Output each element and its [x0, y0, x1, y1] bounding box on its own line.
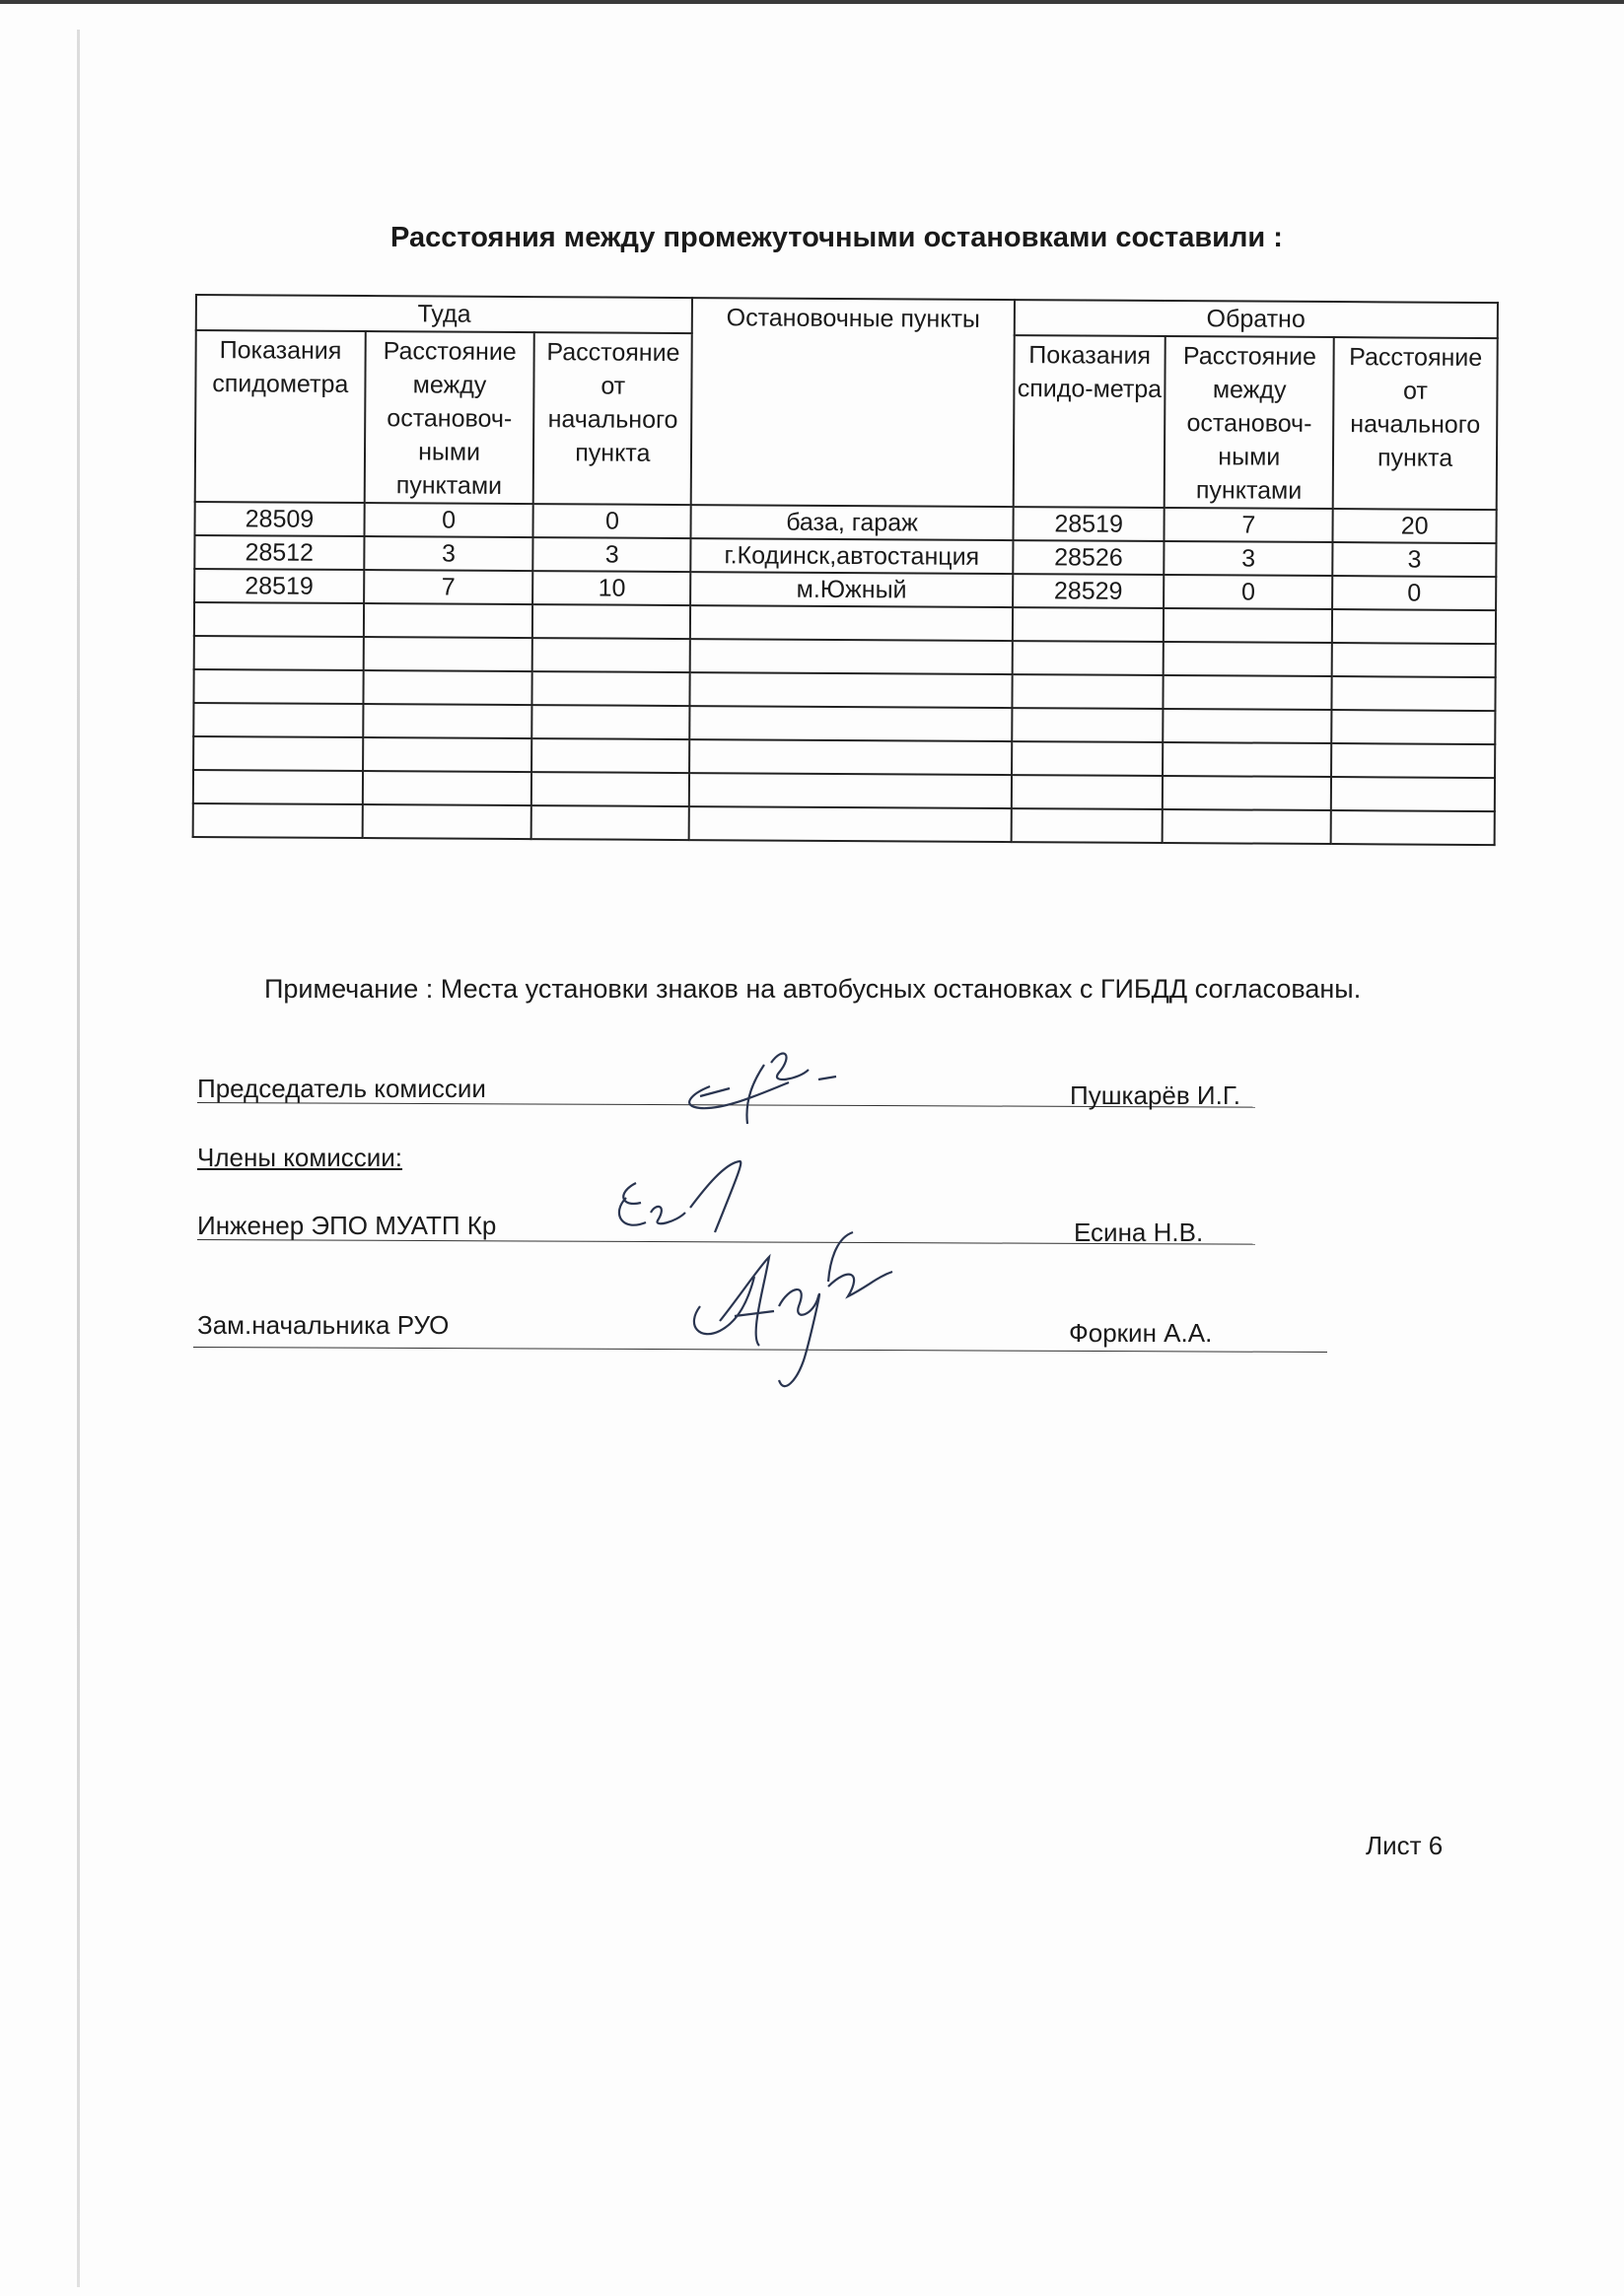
cell-between-forward — [363, 670, 532, 705]
cell-odometer-back — [1012, 708, 1164, 742]
cell-stop-name — [689, 806, 1012, 842]
cell-between-back — [1163, 809, 1331, 844]
chairman-name: Пушкарёв И.Г. — [1070, 1080, 1240, 1110]
deputy-signature — [680, 1227, 927, 1405]
cell-from-start-back — [1332, 643, 1496, 677]
cell-between-back — [1164, 608, 1332, 643]
header-back-odometer: Показания спидо-метра — [1013, 335, 1165, 508]
cell-odometer-forward: 28509 — [195, 502, 365, 536]
header-forward-from-start: Расстояние от начального пункта — [533, 332, 692, 505]
cell-stop-name — [689, 706, 1012, 741]
header-back-from-start: Расстояние от начального пункта — [1333, 337, 1498, 510]
cell-odometer-back: 28526 — [1013, 540, 1165, 575]
cell-between-forward — [363, 771, 532, 805]
cell-from-start-back: 20 — [1333, 509, 1497, 543]
cell-from-start-back: 3 — [1332, 542, 1496, 577]
cell-odometer-forward: 28519 — [194, 569, 364, 603]
cell-between-forward — [363, 704, 532, 738]
cell-odometer-forward — [193, 669, 363, 704]
cell-stop-name — [690, 639, 1013, 674]
distance-table — [192, 294, 1499, 846]
cell-odometer-forward — [193, 703, 363, 737]
cell-odometer-back — [1012, 641, 1164, 675]
chairman-signature — [671, 1025, 878, 1134]
cell-odometer-back — [1011, 775, 1163, 809]
cell-from-start-back — [1331, 777, 1495, 811]
cell-between-forward: 7 — [364, 570, 533, 604]
header-back-between: Расстояние между остановоч-ными пунктами — [1165, 336, 1334, 509]
cell-from-start-forward: 3 — [533, 537, 691, 572]
cell-between-back — [1164, 675, 1332, 710]
cell-between-back — [1163, 776, 1331, 810]
deputy-name: Форкин А.А. — [1069, 1318, 1213, 1348]
cell-from-start-back — [1332, 609, 1496, 644]
cell-between-forward: 0 — [364, 503, 533, 537]
header-forward-between: Расстояние между остановоч-ными пунктами — [364, 331, 534, 504]
scan-left-edge — [77, 30, 80, 2287]
cell-between-forward — [362, 804, 531, 839]
deputy-label: Зам.начальника РУО — [197, 1310, 450, 1340]
cell-stop-name — [690, 605, 1013, 641]
cell-from-start-back — [1331, 743, 1495, 778]
page-number: Лист 6 — [1366, 1831, 1444, 1860]
cell-between-forward: 3 — [364, 536, 533, 571]
cell-odometer-forward — [194, 602, 364, 637]
engineer-name: Есина Н.В. — [1074, 1218, 1204, 1247]
members-label: Члены комиссии: — [197, 1143, 403, 1172]
table-row — [193, 803, 1495, 845]
cell-from-start-forward — [532, 638, 690, 672]
cell-between-back — [1163, 742, 1331, 777]
cell-between-back: 7 — [1165, 508, 1333, 542]
cell-odometer-back — [1012, 741, 1164, 776]
cell-from-start-back: 0 — [1332, 576, 1496, 610]
cell-odometer-forward — [193, 736, 363, 771]
cell-between-back: 3 — [1165, 541, 1333, 576]
cell-from-start-forward: 0 — [533, 504, 691, 538]
cell-between-forward — [363, 737, 532, 772]
cell-odometer-forward — [194, 636, 364, 670]
cell-odometer-forward — [193, 770, 363, 804]
cell-from-start-forward — [531, 805, 689, 840]
page-title: Расстояния между промежуточными остановками составили : — [390, 222, 1283, 253]
cell-between-forward — [364, 603, 533, 638]
cell-between-back — [1164, 642, 1332, 676]
header-back: Обратно — [1014, 300, 1498, 338]
cell-odometer-back: 28529 — [1013, 574, 1165, 608]
table-body — [193, 502, 1497, 845]
cell-odometer-forward: 28512 — [194, 535, 364, 570]
cell-from-start-forward: 10 — [533, 571, 691, 605]
cell-stop-name: г.Кодинск,автостанция — [691, 538, 1014, 574]
header-stops: Остановочные пункты — [691, 298, 1015, 507]
header-forward-odometer: Показания спидометра — [195, 330, 366, 503]
chairman-label: Председатель комиссии — [197, 1074, 486, 1103]
cell-from-start-forward — [532, 604, 690, 639]
cell-from-start-forward — [531, 738, 689, 773]
cell-stop-name — [689, 739, 1012, 775]
engineer-label: Инженер ЭПО МУАТП Кр — [197, 1211, 497, 1240]
cell-from-start-back — [1332, 676, 1496, 711]
cell-between-back — [1164, 709, 1332, 743]
cell-odometer-back — [1013, 607, 1165, 642]
cell-stop-name: база, гараж — [691, 505, 1014, 540]
header-forward: Туда — [196, 295, 692, 333]
cell-from-start-back — [1331, 810, 1495, 845]
note-text: Примечание : Места установки знаков на автобусных остановках с ГИБДД согласованы. — [264, 974, 1362, 1004]
cell-odometer-forward — [193, 803, 363, 838]
cell-between-forward — [363, 637, 532, 671]
scan-top-edge — [0, 0, 1624, 4]
cell-stop-name: м.Южный — [690, 572, 1013, 607]
cell-from-start-forward — [531, 772, 689, 806]
cell-stop-name — [690, 672, 1013, 708]
cell-stop-name — [689, 773, 1012, 808]
cell-from-start-back — [1331, 710, 1495, 744]
cell-between-back: 0 — [1165, 575, 1333, 609]
cell-from-start-forward — [532, 705, 690, 739]
cell-odometer-back: 28519 — [1013, 507, 1165, 541]
cell-from-start-forward — [532, 671, 690, 706]
cell-odometer-back — [1012, 674, 1164, 709]
cell-odometer-back — [1011, 808, 1163, 843]
